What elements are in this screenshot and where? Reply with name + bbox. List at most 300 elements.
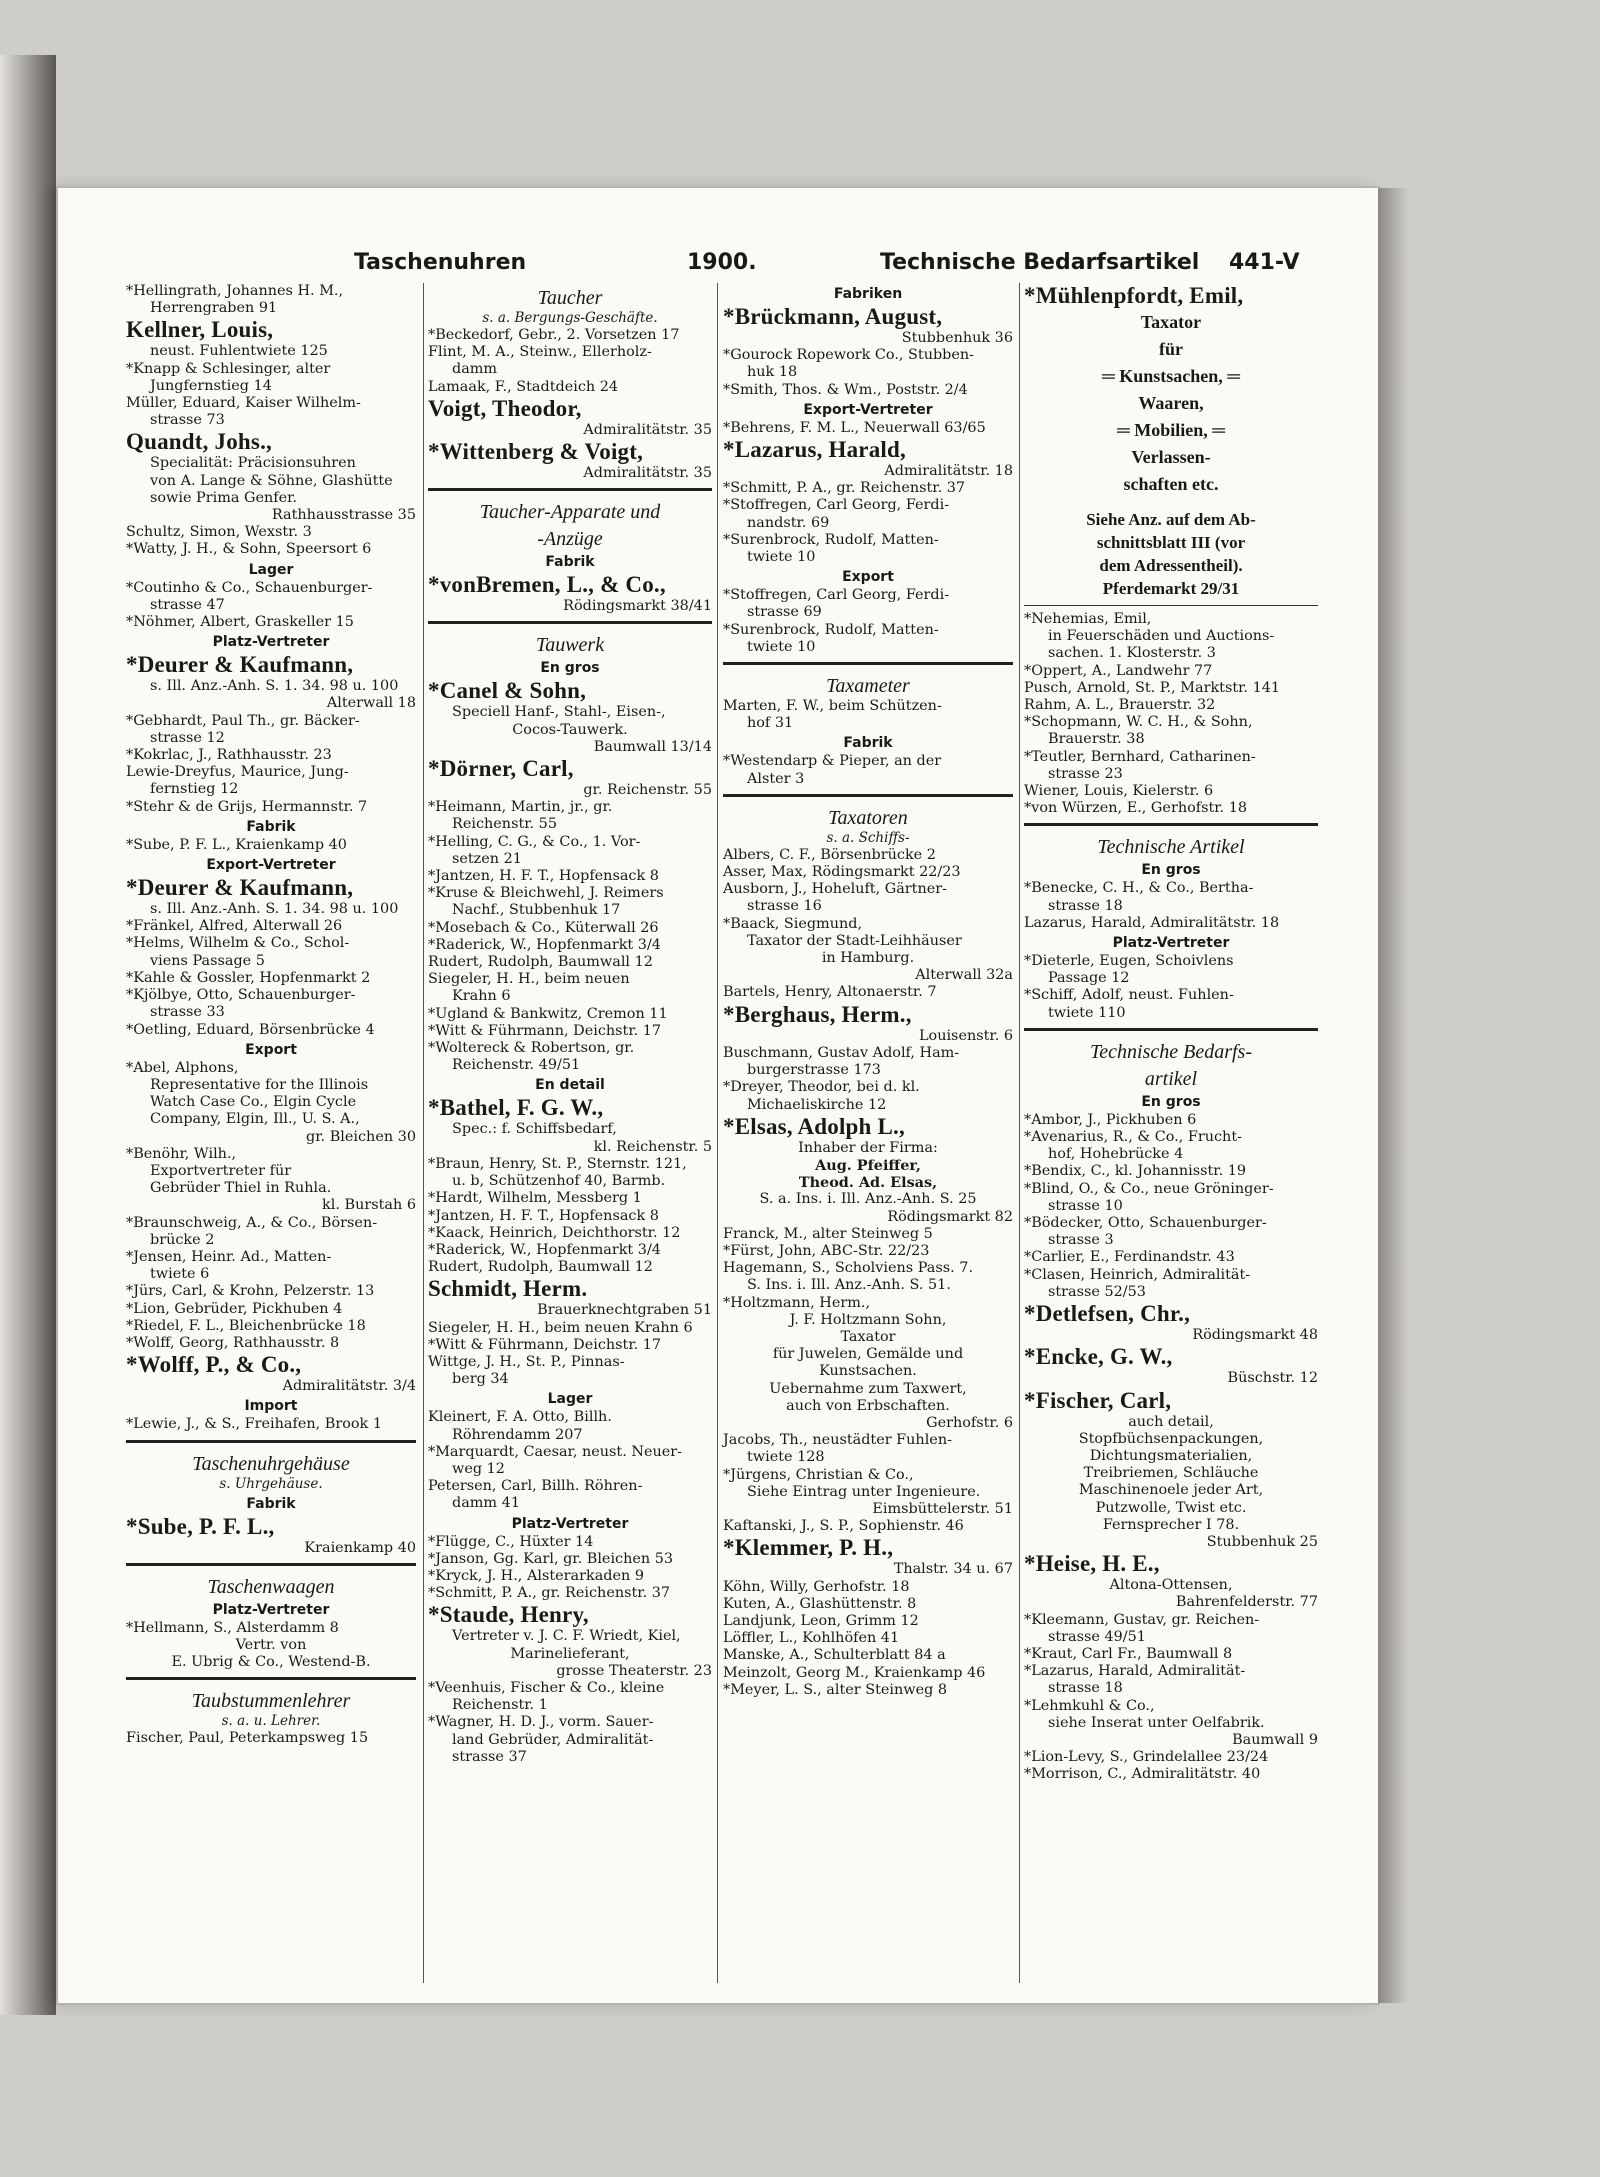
entry-continuation: u. b, Schützenhof 40, Barmb.	[452, 1173, 666, 1190]
subsection-heading: Import	[244, 1398, 298, 1415]
directory-entry: *Surenbrock, Rudolf, Matten-	[723, 531, 939, 548]
bold-entry-name: *Lazarus, Harald,	[723, 437, 906, 463]
entry-detail: Altona-Ottensen,	[1109, 1577, 1233, 1594]
directory-entry: *Teutler, Bernhard, Catharinen-	[1024, 748, 1256, 765]
section-heading: Technische Bedarfs-	[1089, 1040, 1252, 1063]
subsection-heading: En gros	[1141, 862, 1201, 879]
bold-entry-name: *Bathel, F. G. W.,	[428, 1095, 604, 1121]
directory-entry: *Holtzmann, Herm.,	[723, 1294, 871, 1311]
directory-entry: *Stoffregen, Carl Georg, Ferdi-	[723, 497, 950, 514]
directory-entry: *Coutinho & Co., Schauenburger-	[126, 579, 373, 596]
entry-continuation: strasse 49/51	[1048, 1628, 1146, 1645]
entry-continuation: S. Ins. i. Ill. Anz.-Anh. S. 51.	[747, 1277, 951, 1294]
directory-entry: *Morrison, C., Admiralitätstr. 40	[1024, 1766, 1261, 1783]
entry-address: kl. Reichenstr. 5	[593, 1138, 712, 1155]
entry-detail: Dichtungsmaterialien,	[1089, 1447, 1253, 1464]
entry-address: Rödingsmarkt 48	[1192, 1327, 1318, 1344]
entry-detail: auch detail,	[1128, 1413, 1214, 1430]
entry-continuation: Passage 12	[1048, 970, 1130, 987]
directory-entry: Rahm, A. L., Brauerstr. 32	[1024, 697, 1216, 714]
entry-continuation: strasse 12	[150, 729, 225, 746]
entry-continuation: neust. Fuhlentwiete 125	[150, 343, 328, 360]
bold-entry-name: *Brückmann, August,	[723, 304, 943, 329]
entry-continuation: sachen. 1. Klosterstr. 3	[1048, 645, 1216, 662]
directory-entry: *Braun, Henry, St. P., Sternstr. 121,	[428, 1155, 687, 1172]
directory-entry: *Jantzen, H. F. T., Hopfensack 8	[428, 868, 659, 885]
subsection-heading: Fabrik	[246, 818, 296, 835]
directory-entry: *Flügge, C., Hüxter 14	[428, 1533, 594, 1550]
bold-entry-name: *Wolff, P., & Co.,	[126, 1352, 302, 1378]
advertisement-line: Taxator	[1140, 312, 1202, 332]
directory-column-4	[1024, 283, 1318, 1784]
section-rule	[723, 662, 1013, 669]
entry-address: Eimsbüttelerstr. 51	[872, 1500, 1013, 1517]
directory-entry: *Braunschweig, A., & Co., Börsen-	[126, 1214, 378, 1231]
entry-address: Rödingsmarkt 38/41	[563, 598, 712, 615]
directory-entry: *Stoffregen, Carl Georg, Ferdi-	[723, 587, 950, 604]
entry-detail: Taxator	[840, 1328, 896, 1345]
directory-entry: *Riedel, F. L., Bleichenbrücke 18	[126, 1317, 366, 1334]
directory-entry: *Sube, P. F. L., Kraienkamp 40	[126, 836, 347, 853]
directory-entry: Löffler, L., Kohlhöfen 41	[723, 1630, 900, 1647]
entry-continuation: strasse 18	[1048, 1680, 1123, 1697]
page-edge-shadow	[1378, 188, 1408, 2003]
directory-entry: *Lewie, J., & S., Freihafen, Brook 1	[126, 1416, 383, 1433]
directory-entry: Siegeler, H. H., beim neuen Krahn 6	[428, 1319, 693, 1336]
section-rule	[126, 1677, 416, 1684]
directory-entry: *Schopmann, W. C. H., & Sohn,	[1024, 714, 1253, 731]
entry-address: Alterwall 32a	[915, 967, 1013, 984]
entry-detail: Treibriemen, Schläuche	[1083, 1465, 1259, 1482]
entry-continuation: strasse 33	[150, 1004, 225, 1021]
entry-detail: Fernsprecher I 78.	[1102, 1516, 1240, 1533]
directory-entry: Landjunk, Leon, Grimm 12	[723, 1612, 919, 1629]
subsection-heading: Lager	[248, 561, 294, 578]
directory-entry: Müller, Eduard, Kaiser Wilhelm-	[126, 395, 361, 412]
header-right-keyword: Technische Bedarfsartikel	[880, 250, 1200, 275]
directory-entry: Kleinert, F. A. Otto, Billh.	[428, 1409, 612, 1426]
directory-entry: *Westendarp & Pieper, an der	[723, 753, 942, 770]
subsection-heading: Platz-Vertreter	[511, 1515, 629, 1532]
entry-detail: Maschinenoele jeder Art,	[1078, 1482, 1264, 1499]
entry-continuation: weg 12	[452, 1460, 505, 1477]
directory-entry: *Baack, Siegmund,	[723, 915, 863, 932]
subsection-heading: Fabrik	[545, 554, 595, 571]
entry-continuation: nandstr. 69	[747, 514, 830, 531]
section-rule	[126, 1440, 416, 1447]
directory-entry: *Woltereck & Robertson, gr.	[428, 1040, 635, 1057]
entry-continuation: strasse 16	[747, 898, 822, 915]
entry-address: gr. Bleichen 30	[306, 1128, 416, 1145]
directory-entry: *Blind, O., & Co., neue Gröninger-	[1024, 1180, 1274, 1197]
entry-address: Büschstr. 12	[1227, 1370, 1318, 1387]
advertisement-note: Pferdemarkt 29/31	[1102, 579, 1240, 598]
directory-column-1	[126, 283, 416, 1748]
directory-entry: *Kruse & Bleichwehl, J. Reimers	[428, 885, 664, 902]
entry-continuation: siehe Inserat unter Oelfabrik.	[1048, 1714, 1265, 1731]
directory-entry: *Benöhr, Wilh.,	[126, 1145, 237, 1162]
entry-continuation: Company, Elgin, Ill., U. S. A.,	[150, 1111, 360, 1128]
directory-entry: *Helling, C. G., & Co., 1. Vor-	[428, 833, 641, 850]
directory-entry: *Marquardt, Caesar, neust. Neuer-	[428, 1443, 682, 1460]
subsection-heading: Platz-Vertreter	[1112, 935, 1230, 952]
entry-continuation: twiete 10	[747, 549, 816, 566]
directory-entry: *Kryck, J. H., Alsterarkaden 9	[428, 1567, 644, 1584]
entry-continuation: hof 31	[747, 715, 794, 732]
subsection-heading: Fabrik	[246, 1495, 296, 1512]
subsection-heading: Fabrik	[843, 735, 893, 752]
entry-continuation: von A. Lange & Söhne, Glashütte	[150, 472, 393, 489]
directory-entry: Asser, Max, Rödingsmarkt 22/23	[723, 864, 961, 881]
entry-continuation: in Feuerschäden und Auctions-	[1048, 628, 1275, 645]
directory-entry: Wittge, J. H., St. P., Pinnas-	[428, 1353, 625, 1370]
directory-entry: *Clasen, Heinrich, Admiralität-	[1024, 1266, 1251, 1283]
bold-entry-name: *Wittenberg & Voigt,	[428, 439, 644, 465]
section-rule	[428, 488, 712, 495]
directory-entry: *Behrens, F. M. L., Neuerwall 63/65	[723, 419, 986, 436]
bold-entry-name: *Deurer & Kaufmann,	[126, 875, 354, 901]
directory-entry: Hagemann, S., Scholviens Pass. 7.	[723, 1260, 974, 1277]
entry-detail-bold: Aug. Pfeiffer,	[815, 1156, 921, 1174]
entry-continuation: Siehe Eintrag unter Ingenieure.	[747, 1483, 981, 1500]
entry-detail: auch von Erbschaften.	[786, 1397, 950, 1414]
directory-entry: *Lehmkuhl & Co.,	[1024, 1697, 1155, 1714]
entry-detail: Putzwolle, Twist etc.	[1095, 1499, 1247, 1516]
directory-entry: Pusch, Arnold, St. P., Marktstr. 141	[1024, 679, 1281, 696]
entry-detail: J. F. Holtzmann Sohn,	[789, 1311, 947, 1328]
entry-continuation: fernstieg 12	[150, 781, 239, 798]
directory-entry: *Hellingrath, Johannes H. M.,	[126, 283, 344, 299]
entry-continuation: damm	[452, 361, 498, 378]
directory-entry: *von Würzen, E., Gerhofstr. 18	[1024, 800, 1248, 817]
entry-detail: Marinelieferant,	[510, 1645, 630, 1662]
directory-entry: *Heimann, Martin, jr., gr.	[428, 799, 613, 816]
directory-entry: *Carlier, E., Ferdinandstr. 43	[1024, 1249, 1235, 1266]
directory-entry: *Gourock Ropework Co., Stubben-	[723, 347, 975, 364]
section-cross-reference: s. Uhrgehäuse.	[219, 1475, 323, 1492]
entry-continuation: strasse 37	[452, 1748, 527, 1765]
directory-entry: Flint, M. A., Steinw., Ellerholz-	[428, 344, 652, 361]
bold-entry-name: Kellner, Louis,	[126, 317, 274, 343]
entry-continuation: strasse 52/53	[1048, 1283, 1146, 1300]
advertisement-line: Waaren,	[1138, 393, 1204, 413]
directory-entry: *Schmitt, P. A., gr. Reichenstr. 37	[428, 1585, 671, 1602]
section-rule	[723, 794, 1013, 801]
entry-continuation: damm 41	[452, 1495, 520, 1512]
directory-entry: *Witt & Führmann, Deichstr. 17	[428, 1022, 662, 1039]
entry-continuation: Reichenstr. 49/51	[452, 1057, 581, 1074]
entry-continuation: setzen 21	[452, 850, 522, 867]
bold-entry-name: *Sube, P. F. L.,	[126, 1513, 275, 1539]
advertisement-note: schnittsblatt III (vor	[1096, 533, 1246, 552]
entry-address: Louisenstr. 6	[918, 1027, 1013, 1044]
entry-continuation: Speciell Hanf-, Stahl-, Eisen-,	[452, 704, 666, 721]
entry-continuation: Michaeliskirche 12	[747, 1096, 887, 1113]
bold-entry-name: *Fischer, Carl,	[1024, 1387, 1172, 1413]
entry-continuation: viens Passage 5	[150, 952, 265, 969]
entry-continuation: strasse 73	[150, 412, 225, 429]
directory-entry: *Nöhmer, Albert, Graskeller 15	[126, 614, 354, 631]
entry-continuation: Gebrüder Thiel in Ruhla.	[150, 1180, 332, 1197]
entry-continuation: strasse 3	[1048, 1232, 1114, 1249]
directory-entry: *Bendix, C., kl. Johannisstr. 19	[1024, 1163, 1247, 1180]
section-cross-reference: s. a. Schiffs-	[826, 829, 910, 846]
subsection-heading: Export-Vertreter	[803, 401, 933, 418]
entry-detail: Kunstsachen.	[819, 1363, 917, 1380]
bold-entry-name: Voigt, Theodor,	[428, 395, 582, 421]
entry-detail: E. Ubrig & Co., Westend-B.	[171, 1654, 371, 1671]
entry-continuation: twiete 6	[150, 1266, 210, 1283]
directory-entry: *Jürs, Carl, & Krohn, Pelzerstr. 13	[126, 1283, 375, 1300]
directory-entry: Lewie-Dreyfus, Maurice, Jung-	[126, 764, 349, 781]
directory-entry: *Ambor, J., Pickhuben 6	[1024, 1111, 1197, 1128]
directory-entry: *Smith, Thos. & Wm., Poststr. 2/4	[723, 381, 968, 398]
entry-continuation: Herrengraben 91	[150, 300, 278, 317]
entry-address: Admiralitätstr. 18	[884, 463, 1013, 480]
entry-address: Bahrenfelderstr. 77	[1175, 1594, 1318, 1611]
directory-entry: *Beckedorf, Gebr., 2. Vorsetzen 17	[428, 327, 680, 343]
entry-continuation: sowie Prima Genfer.	[150, 489, 298, 506]
directory-entry: *Lion-Levy, S., Grindelallee 23/24	[1024, 1749, 1269, 1766]
section-heading: artikel	[1144, 1067, 1198, 1090]
bold-entry-name: *Staude, Henry,	[428, 1602, 589, 1628]
directory-entry: *Wagner, H. D. J., vorm. Sauer-	[428, 1714, 654, 1731]
directory-column-3	[723, 283, 1013, 1699]
advertisement-line: Verlassen-	[1131, 447, 1211, 467]
section-heading: Technische Artikel	[1097, 836, 1245, 859]
directory-entry: *Gebhardt, Paul Th., gr. Bäcker-	[126, 712, 360, 729]
directory-entry: Franck, M., alter Steinweg 5	[723, 1225, 933, 1242]
entry-continuation: Taxator der Stadt-Leihhäuser	[747, 932, 962, 949]
entry-continuation: strasse 69	[747, 604, 822, 621]
directory-entry: *Abel, Alphons,	[126, 1059, 239, 1076]
entry-continuation: huk 18	[747, 364, 798, 381]
directory-column-2	[428, 283, 712, 1766]
subsection-heading: Platz-Vertreter	[212, 634, 330, 651]
bold-entry-name: *Dörner, Carl,	[428, 756, 574, 782]
directory-entry: Lazarus, Harald, Admiralitätstr. 18	[1024, 914, 1280, 931]
directory-entry: Kuten, A., Glashüttenstr. 8	[723, 1595, 917, 1612]
directory-entry: *Meyer, L. S., alter Steinweg 8	[723, 1681, 948, 1698]
directory-entry: *Lion, Gebrüder, Pickhuben 4	[126, 1300, 343, 1317]
subsection-heading: Export-Vertreter	[206, 857, 336, 874]
directory-entry: *Hellmann, S., Alsterdamm 8	[126, 1619, 339, 1636]
entry-address: Thalstr. 34 u. 67	[893, 1561, 1013, 1578]
directory-entry: *Jantzen, H. F. T., Hopfensack 8	[428, 1207, 659, 1224]
entry-address: kl. Burstah 6	[322, 1197, 416, 1214]
header-left-keyword: Taschenuhren	[354, 250, 527, 275]
bold-entry-name: *Berghaus, Herm.,	[723, 1001, 912, 1027]
bold-entry-name: *Elsas, Adolph L.,	[723, 1113, 905, 1139]
directory-entry: *Lazarus, Harald, Admiralität-	[1024, 1663, 1246, 1680]
directory-entry: Bartels, Henry, Altonaerstr. 7	[723, 984, 937, 1001]
entry-address: Kraienkamp 40	[304, 1539, 416, 1556]
directory-entry: *Kjölbye, Otto, Schauenburger-	[126, 987, 356, 1004]
entry-continuation: strasse 23	[1048, 765, 1123, 782]
header-year: 1900.	[687, 250, 757, 275]
entry-continuation: twiete 110	[1048, 1004, 1126, 1021]
entry-continuation: Alster 3	[747, 770, 805, 787]
advertisement-note: Siehe Anz. auf dem Ab-	[1086, 510, 1256, 529]
section-heading: Taucher-Apparate und	[479, 501, 661, 524]
entry-continuation: brücke 2	[150, 1231, 215, 1248]
entry-detail: in Hamburg.	[821, 950, 915, 967]
directory-entry: *Oppert, A., Landwehr 77	[1024, 662, 1213, 679]
directory-entry: Kaftanski, J., S. P., Sophienstr. 46	[723, 1518, 964, 1535]
section-cross-reference: s. a. u. Lehrer.	[221, 1713, 321, 1730]
entry-continuation: strasse 18	[1048, 897, 1123, 914]
subsection-heading: Export	[245, 1041, 297, 1058]
section-rule	[126, 1563, 416, 1570]
subsection-heading: En gros	[1141, 1093, 1201, 1110]
directory-entry: *Helms, Wilhelm & Co., Schol-	[126, 935, 350, 952]
directory-entry: Albers, C. F., Börsenbrücke 2	[723, 846, 936, 863]
entry-address: Admiralitätstr. 3/4	[282, 1378, 416, 1395]
entry-address: Alterwall 18	[326, 695, 416, 712]
subsection-heading: Fabriken	[833, 286, 903, 302]
entry-detail: Vertr. von	[235, 1636, 307, 1653]
directory-entry: *Jensen, Heinr. Ad., Matten-	[126, 1248, 332, 1265]
entry-detail: Uebernahme zum Taxwert,	[769, 1380, 967, 1397]
directory-entry: Schultz, Simon, Wexstr. 3	[126, 524, 312, 541]
entry-continuation: Nachf., Stubbenhuk 17	[452, 902, 621, 919]
bold-entry-name: *Mühlenpfordt, Emil,	[1024, 283, 1244, 308]
bold-entry-name: *Klemmer, P. H.,	[723, 1535, 894, 1561]
directory-entry: *Knapp & Schlesinger, alter	[126, 360, 331, 377]
directory-entry: Rudert, Rudolph, Baumwall 12	[428, 1259, 653, 1276]
entry-detail: Cocos-Tauwerk.	[512, 721, 628, 738]
entry-continuation: s. Ill. Anz.-Anh. S. 1. 34. 98 u. 100	[150, 901, 399, 918]
directory-entry: *Jürgens, Christian & Co.,	[723, 1466, 914, 1483]
section-heading: -Anzüge	[537, 528, 603, 551]
directory-entry: *Raderick, W., Hopfenmarkt 3/4	[428, 936, 661, 953]
directory-entry: *Witt & Führmann, Deichstr. 17	[428, 1336, 662, 1353]
section-heading: Taubstummenlehrer	[191, 1690, 351, 1713]
entry-address: Admiralitätstr. 35	[583, 465, 712, 482]
directory-entry: Jacobs, Th., neustädter Fuhlen-	[723, 1432, 952, 1449]
entry-continuation: Jungfernstieg 14	[150, 377, 272, 394]
section-rule	[1024, 823, 1318, 830]
directory-entry: *Ugland & Bankwitz, Cremon 11	[428, 1005, 668, 1022]
entry-continuation: land Gebrüder, Admiralität-	[452, 1731, 654, 1748]
section-rule	[428, 621, 712, 628]
section-heading: Tauwerk	[535, 634, 605, 657]
entry-continuation: s. Ill. Anz.-Anh. S. 1. 34. 98 u. 100	[150, 678, 399, 695]
subsection-heading: En detail	[535, 1077, 605, 1094]
directory-entry: *Kraut, Carl Fr., Baumwall 8	[1024, 1645, 1233, 1662]
bold-entry-name: Quandt, Johs.,	[126, 429, 272, 455]
subsection-heading: Lager	[547, 1391, 593, 1408]
directory-entry: *Kleemann, Gustav, gr. Reichen-	[1024, 1611, 1260, 1628]
subsection-heading: Export	[842, 569, 894, 586]
entry-address: grosse Theaterstr. 23	[556, 1662, 712, 1679]
entry-address: Baumwall 13/14	[593, 738, 712, 755]
directory-entry: Manske, A., Schulterblatt 84 a	[723, 1647, 946, 1664]
entry-continuation: Exportvertreter für	[150, 1162, 292, 1179]
entry-address: Stubbenhuk 36	[901, 330, 1013, 346]
spacer	[1024, 498, 1318, 508]
section-heading: Taxameter	[826, 675, 910, 698]
entry-continuation: twiete 128	[747, 1449, 825, 1466]
entry-continuation: Brauerstr. 38	[1048, 731, 1145, 748]
section-heading: Taucher	[537, 287, 603, 309]
directory-entry: Buschmann, Gustav Adolf, Ham-	[723, 1044, 960, 1061]
directory-entry: *Veenhuis, Fischer & Co., kleine	[428, 1679, 665, 1696]
directory-entry: *Fränkel, Alfred, Alterwall 26	[126, 918, 343, 935]
directory-entry: *Wolff, Georg, Rathhausstr. 8	[126, 1334, 340, 1351]
entry-detail: für Juwelen, Gemälde und	[772, 1346, 964, 1363]
entry-address: Rathhausstrasse 35	[271, 507, 416, 524]
entry-continuation: Vertreter v. J. C. F. Wriedt, Kiel,	[452, 1628, 681, 1645]
directory-entry: *Dieterle, Eugen, Schoivlens	[1024, 953, 1234, 970]
column-divider	[423, 283, 424, 1983]
entry-continuation: Spec.: f. Schiffsbedarf,	[452, 1121, 617, 1138]
advertisement-line: ═ Mobilien, ═	[1116, 420, 1225, 440]
directory-entry: *Kaack, Heinrich, Deichthorstr. 12	[428, 1224, 681, 1241]
entry-detail: Inhaber der Firma:	[798, 1139, 938, 1156]
directory-entry: Rudert, Rudolph, Baumwall 12	[428, 954, 653, 971]
directory-entry: *Kokrlac, J., Rathhausstr. 23	[126, 747, 332, 764]
book-spine	[0, 55, 56, 2015]
section-heading: Taxatoren	[828, 806, 908, 829]
entry-continuation: Watch Case Co., Elgin Cycle	[150, 1094, 357, 1111]
entry-address: Rödingsmarkt 82	[887, 1208, 1013, 1225]
bold-entry-name: *Encke, G. W.,	[1024, 1344, 1173, 1370]
subsection-heading: Platz-Vertreter	[212, 1601, 330, 1618]
directory-entry: *Surenbrock, Rudolf, Matten-	[723, 621, 939, 638]
entry-address: Stubbenhuk 25	[1206, 1533, 1318, 1550]
directory-entry: *Dreyer, Theodor, bei d. kl.	[723, 1079, 920, 1096]
advertisement-note: dem Adressentheil).	[1099, 556, 1243, 575]
advertisement-line: ═ Kunstsachen, ═	[1101, 366, 1241, 386]
entry-continuation: burgerstrasse 173	[747, 1062, 881, 1079]
bold-entry-name: *vonBremen, L., & Co.,	[428, 572, 666, 598]
section-heading: Taschenwaagen	[207, 1575, 335, 1598]
directory-entry: Wiener, Louis, Kielerstr. 6	[1024, 783, 1214, 800]
entry-continuation: Krahn 6	[452, 988, 511, 1005]
entry-detail-bold: Theod. Ad. Elsas,	[798, 1174, 938, 1192]
thin-rule	[1024, 605, 1318, 606]
directory-entry: *Watty, J. H., & Sohn, Speersort 6	[126, 541, 372, 558]
directory-entry: *Kahle & Gossler, Hopfenmarkt 2	[126, 969, 371, 986]
entry-continuation: berg 34	[452, 1371, 509, 1388]
entry-detail: Stopfbüchsenpackungen,	[1078, 1430, 1264, 1447]
column-divider	[717, 283, 718, 1983]
entry-address: Admiralitätstr. 35	[583, 421, 712, 438]
bold-entry-name: Schmidt, Herm.	[428, 1276, 588, 1302]
directory-entry: *Schmitt, P. A., gr. Reichenstr. 37	[723, 480, 966, 497]
entry-continuation: Representative for the Illinois	[150, 1076, 369, 1093]
section-heading: Taschenuhrgehäuse	[192, 1452, 350, 1475]
entry-continuation: Röhrendamm 207	[452, 1426, 583, 1443]
directory-entry: *Raderick, W., Hopfenmarkt 3/4	[428, 1241, 661, 1258]
entry-continuation: Reichenstr. 55	[452, 816, 557, 833]
directory-entry: Fischer, Paul, Peterkampsweg 15	[126, 1730, 369, 1747]
directory-entry: Meinzolt, Georg M., Kraienkamp 46	[723, 1664, 986, 1681]
entry-continuation: twiete 10	[747, 638, 816, 655]
section-cross-reference: s. a. Bergungs-Geschäfte.	[482, 310, 658, 326]
entry-address: Gerhofstr. 6	[926, 1414, 1013, 1431]
directory-entry: *Oetling, Eduard, Börsenbrücke 4	[126, 1021, 375, 1038]
directory-entry: Petersen, Carl, Billh. Röhren-	[428, 1478, 643, 1495]
entry-address: Baumwall 9	[1232, 1731, 1318, 1748]
page-number: 441-V	[1229, 250, 1300, 275]
entry-address: gr. Reichenstr. 55	[583, 782, 712, 799]
section-rule	[1024, 1028, 1318, 1035]
directory-entry: *Bödecker, Otto, Schauenburger-	[1024, 1215, 1267, 1232]
subsection-heading: En gros	[540, 660, 600, 677]
page-header	[120, 250, 1300, 280]
